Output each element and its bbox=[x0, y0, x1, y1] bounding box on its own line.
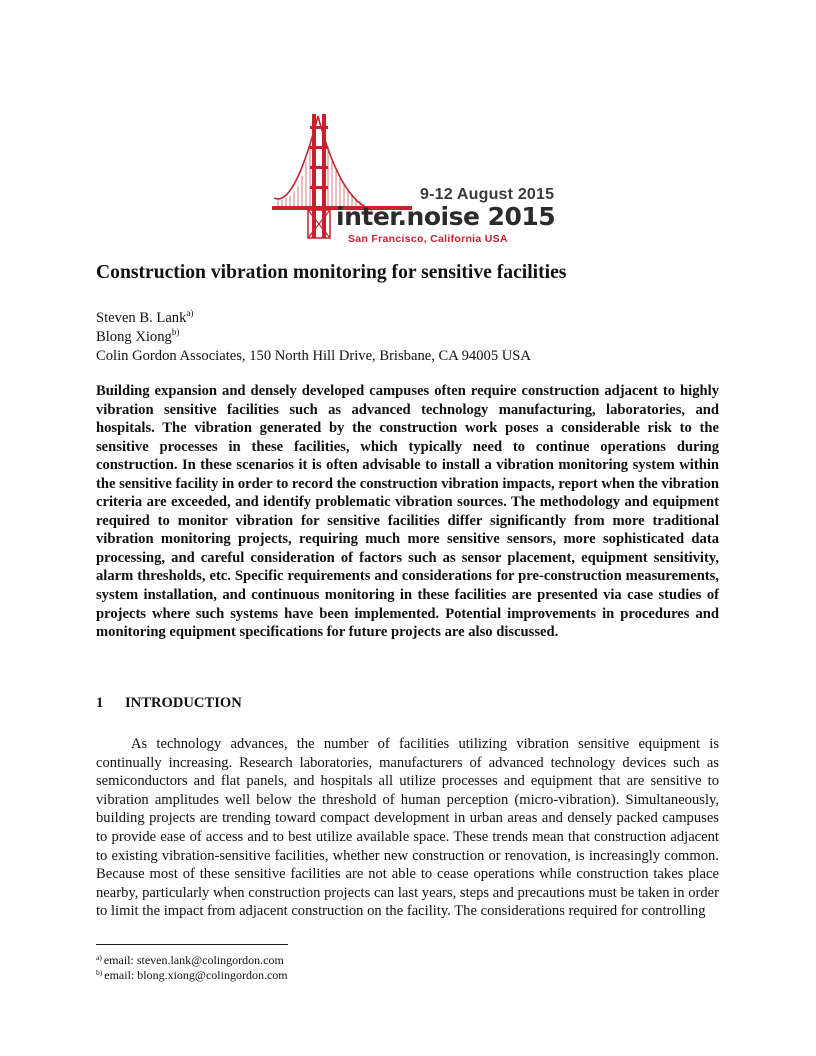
footnote-divider bbox=[96, 944, 288, 945]
paper-title: Construction vibration monitoring for sensitive facilities bbox=[96, 262, 567, 283]
section-number: 1 bbox=[96, 695, 104, 711]
footnote-text: email: steven.lank@colingordon.com bbox=[103, 953, 284, 967]
conference-date: 9-12 August 2015 bbox=[420, 186, 555, 203]
footnote bbox=[96, 968, 288, 983]
footnote-text: email: blong.xiong@colingordon.com bbox=[104, 968, 288, 983]
author-block bbox=[96, 309, 736, 365]
conference-location: San Francisco, California USA bbox=[348, 233, 508, 245]
conference-logo bbox=[272, 112, 556, 252]
golden-gate-bridge-icon bbox=[272, 112, 555, 252]
footnote-mark: a) bbox=[96, 953, 102, 962]
author-mark: a) bbox=[186, 308, 194, 318]
author-line bbox=[96, 328, 736, 347]
introduction-paragraph: As technology advances, the number of facilities utilizing vibration sensitive equipment is continually increasing. Research laboratories, manufacturers of advanced technology devices such as semiconductors and flat panels, and hospitals all utilize processes and equipment that are sensitive to vibration amplitudes well below the threshold of human perception (micro-vibration). Simultaneously, building projects are trending toward compact development in urban areas and densely packed campuses to provide ease of access and to best utilize available space. These trends mean that construction adjacent to existing vibration-sensitive facilities, whether new construction or renovation, is increasingly common. Because most of these sensitive facilities are not able to cease operations while construction takes place nearby, particularly when construction projects can last years, steps and precautions must be taken in order to limit the impact from adjacent construction on the facility. The considerations required for controlling bbox=[96, 736, 719, 920]
footnote-mark: b) bbox=[96, 968, 103, 978]
author-line bbox=[96, 309, 736, 328]
author-name: Steven B. Lank bbox=[96, 310, 187, 326]
footnote bbox=[96, 953, 288, 968]
section-heading bbox=[96, 695, 242, 712]
section-title: INTRODUCTION bbox=[125, 695, 242, 711]
conference-name: inter.noise 2015 bbox=[336, 202, 556, 231]
footnotes bbox=[96, 953, 288, 984]
abstract: Building expansion and densely developed campuses often require construction adjacent to highly vibration sensitive facilities such as advanced technology manufacturing, laboratories, and hospitals. The vibration generated by the construction work poses a considerable risk to the sensitive processes in these facilities, which typically need to continue operations during construction. In these scenarios it is often advisable to install a vibration monitoring system within the sensitive facility in order to record the construction vibration impacts, report when the vibration criteria are exceeded, and identify problematic vibration sources. The methodology and equipment required to monitor vibration for sensitive facilities differ significantly from more traditional vibration monitoring projects, requiring much more sensitive sensors, more sophisticated data processing, and careful consideration of factors such as sensor placement, equipment sensitivity, alarm thresholds, etc. Specific requirements and considerations for pre-construction measurements, system installation, and continuous monitoring in these facilities are presented via case studies of projects where such systems have been implemented. Potential improvements in procedures and monitoring equipment specifications for future projects are also discussed. bbox=[96, 383, 720, 641]
affiliation: Colin Gordon Associates, 150 North Hill Drive, Brisbane, CA 94005 USA bbox=[96, 347, 531, 364]
author-mark: b) bbox=[171, 326, 180, 337]
author-name: Blong Xiong bbox=[96, 328, 172, 345]
